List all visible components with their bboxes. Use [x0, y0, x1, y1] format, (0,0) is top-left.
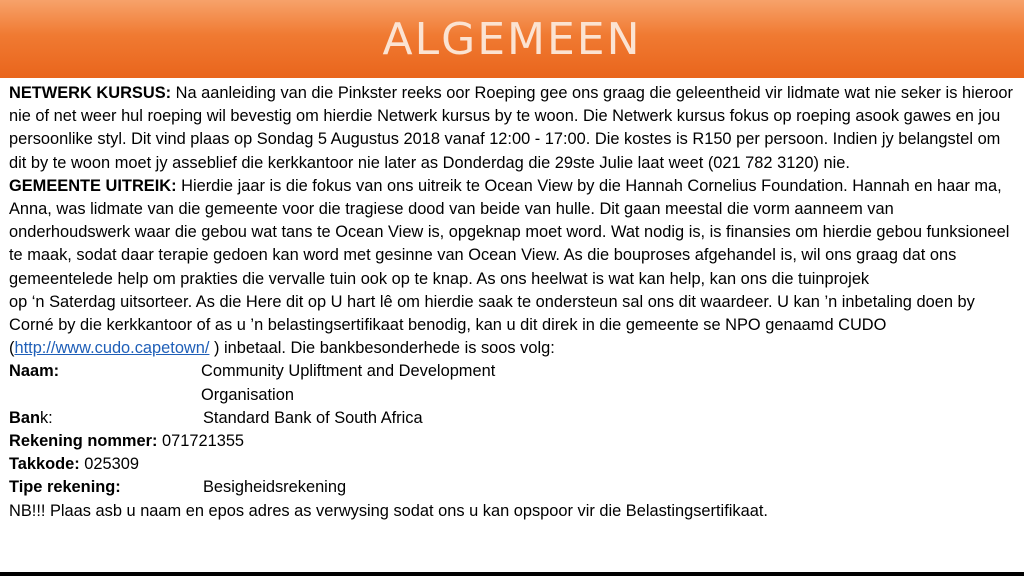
netwerk-heading: NETWERK KURSUS:	[9, 84, 172, 102]
uitreik-paragraph-2	[9, 291, 1017, 361]
tipe-value: Besigheidsrekening	[203, 478, 347, 497]
uitreik-text-2: op ‘n Saterdag uitsorteer. As die Here dit op U hart lê om hierdie saak te ondersteun sal ons dit waardeer. U kan ’n inbetaling doen by Corné by die kerkkantoor of as u ’n belastingsertifikaat benodig, kan u dit direk in die gemeente se NPO genaamd CUDO (	[9, 292, 975, 358]
bottom-divider	[0, 572, 1024, 576]
bank-value: Standard Bank of South Africa	[203, 408, 423, 427]
rekening-label: Rekening nommer:	[9, 432, 158, 451]
netwerk-paragraph	[9, 82, 1017, 175]
announcement-body	[9, 82, 1017, 523]
page-title: ALGEMEEN	[382, 13, 642, 65]
netwerk-text: Na aanleiding van die Pinkster reeks oor Roeping gee ons graag die geleentheid vir lidmate wat nie seker is hieroor nie of net weer hul roeping wil bevestig om hierdie Netwerk kursus by te woon. Die Netwerk kursus fokus op roeping asook gawes en jou persoonlike styl. Dit vind plaas op Sondag 5 Augustus 2018 vanaf 12:00 - 17:00. Die kostes is R150 per persoon. Indien jy belangstel om dit by te woon moet jy asseblief die kerkkantoor nie later as Donderdag die 29ste Julie laat weet (021 782 3120) nie.	[9, 84, 1013, 172]
naam-value: Community Upliftment and Development Organisation	[201, 362, 496, 404]
nb-note: NB!!! Plaas asb u naam en epos adres as verwysing sodat ons u kan opspoor vir die Belastingsertifikaat.	[9, 501, 768, 520]
uitreik-text: Hierdie jaar is die fokus van ons uitreik te Ocean View by die Hannah Cornelius Foundation. Hannah en haar ma, Anna, was lidmate van die gemeente voor die tragiese dood van beide van hulle. Dit gaan meestal die vorm aanneem van onderhoudswerk waar die gebou wat tans te Ocean View is, opgeknap moet word. Wat nodig is, is finansies om hierdie gebou funksioneel te maak, sodat daar terapie gedoen kan word met gesinne van Ocean View. As die bouproses afgehandel is, wil ons graag dat ons gemeentelede help om prakties die vervalle tuin ook op te knap. As ons heelwat is wat kan help, kan ons die tuinprojek	[9, 176, 1010, 288]
takkode-row	[9, 453, 1017, 476]
tipe-label: Tipe rekening:	[9, 478, 121, 497]
bank-naam-row	[9, 360, 1017, 406]
header-banner	[0, 0, 1024, 78]
takkode-value: 025309	[79, 455, 139, 474]
tipe-row	[9, 476, 1017, 499]
rekening-value: 071721355	[157, 432, 245, 451]
takkode-label: Takkode:	[9, 455, 80, 474]
uitreik-paragraph	[9, 175, 1017, 291]
naam-label: Naam:	[9, 362, 60, 381]
bank-label: Bank:	[9, 408, 53, 427]
uitreik-text-3: ) inbetaal. Die bankbesonderhede is soos volg:	[209, 339, 555, 358]
uitreik-heading: GEMEENTE UITREIK:	[9, 176, 177, 195]
cudo-link[interactable]: http://www.cudo.capetown/	[14, 339, 210, 358]
rekening-row	[9, 430, 1017, 453]
bank-bank-row	[9, 407, 1017, 430]
